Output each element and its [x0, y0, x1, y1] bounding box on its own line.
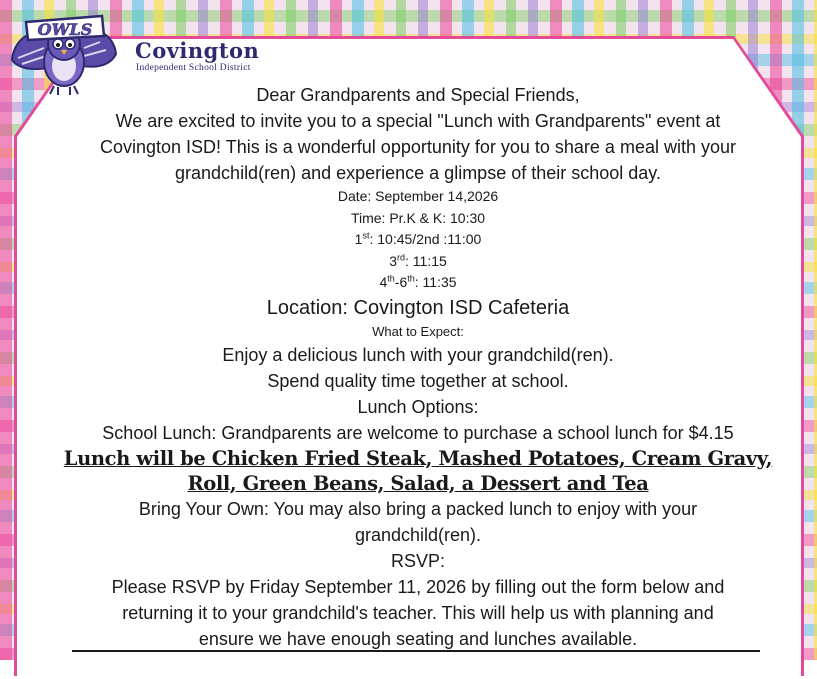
- time-fourth-sixth: 4th-6th: 11:35: [379, 273, 457, 290]
- expect-item: Spend quality time together at school.: [267, 370, 569, 391]
- bring-your-own-option: grandchild(ren).: [354, 524, 482, 545]
- rsvp-text: returning it to your grandchild's teacher. This will help us with planning and: [122, 602, 714, 623]
- rsvp-text: Please RSVP by Friday September 11, 2026 by filling out the form below and: [111, 576, 725, 597]
- greeting: Dear Grandparents and Special Friends,: [256, 85, 580, 105]
- school-name: Covington: [135, 38, 260, 63]
- bring-your-own-option: Bring Your Own: You may also bring a packed lunch to enjoy with your: [138, 498, 698, 519]
- letter-body: [60, 82, 776, 652]
- school-subtitle: Independent School District: [136, 63, 251, 73]
- lunch-menu: Lunch will be Chicken Fried Steak, Mashed Potatoes, Cream Gravy,: [63, 446, 773, 470]
- logo-text: OWLS: [37, 20, 93, 39]
- intro-line: Covington ISD! This is a wonderful opportunity for you to share a meal with your: [100, 137, 736, 157]
- time-prk: Time: Pr.K & K: 10:30: [350, 209, 486, 226]
- time-first-second: 1st: 10:45/2nd :11:00: [354, 230, 482, 247]
- expect-item: Enjoy a delicious lunch with your grandchild(ren).: [222, 344, 614, 365]
- intro-line: grandchild(ren) and experience a glimpse of their school day.: [175, 163, 661, 183]
- options-heading: Lunch Options:: [357, 396, 479, 417]
- expect-heading: What to Expect:: [372, 323, 464, 339]
- event-date: Date: September 14,2026: [337, 188, 499, 204]
- rsvp-heading: RSVP:: [390, 550, 446, 571]
- school-lunch-option: School Lunch: Grandparents are welcome to purchase a school lunch for $4.15: [102, 422, 734, 443]
- event-location: Location: Covington ISD Cafeteria: [266, 296, 570, 319]
- rsvp-text: ensure we have enough seating and lunches available.: [198, 628, 638, 649]
- time-third: 3rd: 11:15: [389, 251, 447, 269]
- lunch-menu: Roll, Green Beans, Salad, a Dessert and Tea: [187, 471, 649, 495]
- intro-line: We are excited to invite you to a special "Lunch with Grandparents" event at: [115, 111, 721, 131]
- divider-line: [72, 650, 760, 652]
